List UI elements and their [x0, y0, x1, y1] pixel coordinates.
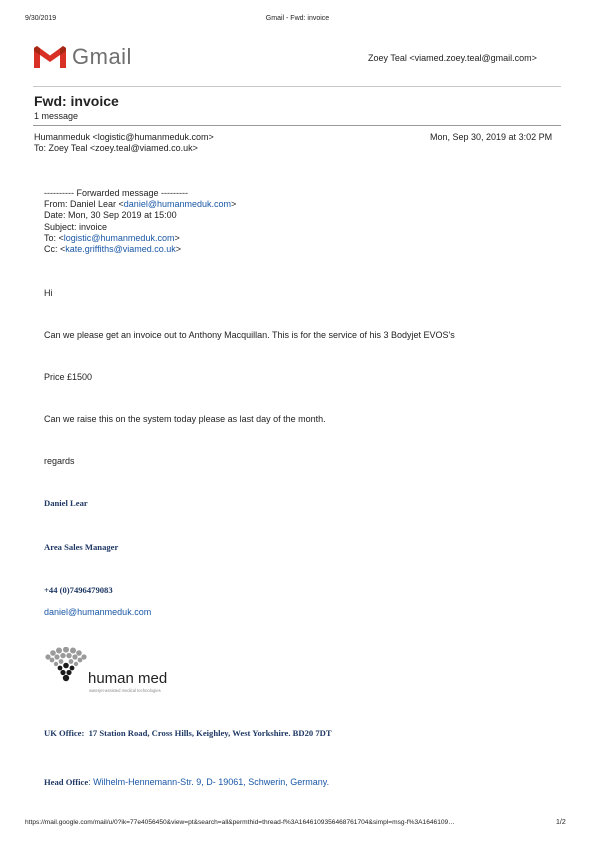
signature-phone: +44 (0)7496479083 — [44, 585, 113, 595]
forwarded-from-end: > — [231, 199, 237, 209]
thread-divider — [33, 125, 561, 126]
print-date: 9/30/2019 — [25, 15, 57, 22]
forwarded-from — [44, 199, 236, 209]
message-count: 1 message — [34, 111, 79, 121]
account-email: Zoey Teal <viamed.zoey.teal@gmail.com> — [368, 53, 537, 63]
human-med-logo-icon — [43, 647, 93, 687]
human-med-logo-text: human med — [88, 670, 168, 687]
uk-office-label: UK Office: — [44, 728, 85, 738]
forwarded-cc — [44, 244, 181, 254]
forwarded-cc-end: > — [175, 244, 182, 254]
human-med-logo-tagline: waterjet-assisted medical technologies — [89, 688, 161, 693]
print-url: https://mail.google.com/mail/u/0?ik=77e4056450&view=pt&search=all&permthid=thread-f%3A1646109356468761704&simpl=msg-f%3A1646109… — [25, 819, 455, 826]
body-request-date: Can we raise this on the system today please as last day of the month. — [44, 414, 326, 424]
message-date: Mon, Sep 30, 2019 at 3:02 PM — [430, 132, 553, 142]
signature-name: Daniel Lear — [44, 498, 88, 508]
uk-office-address: 17 Station Road, Cross Hills, Keighley, West Yorkshire. BD20 7DT — [88, 728, 332, 738]
header-divider — [33, 86, 561, 87]
uk-office — [44, 728, 332, 738]
forwarded-subject: Subject: invoice — [44, 222, 108, 232]
print-title: Gmail - Fwd: invoice — [265, 15, 330, 22]
body-price: Price £1500 — [44, 372, 93, 382]
forwarded-date: Date: Mon, 30 Sep 2019 at 15:00 — [44, 210, 177, 220]
body-greeting: Hi — [44, 288, 53, 298]
forwarded-from-label: From: Daniel Lear < — [44, 199, 124, 209]
head-office — [44, 772, 329, 790]
forwarded-to — [44, 233, 180, 243]
gmail-logo-text: Gmail — [72, 44, 132, 69]
print-page-number: 1/2 — [556, 819, 566, 826]
forwarded-to-email-link[interactable]: logistic@humanmeduk.com — [63, 233, 175, 243]
gmail-logo-icon — [33, 44, 67, 70]
message-from: Humanmeduk <logistic@humanmeduk.com> — [34, 132, 214, 142]
body-regards: regards — [44, 456, 75, 466]
body-request: Can we please get an invoice out to Anthony Macquillan. This is for the service of his 3 Bodyjet EVOS's — [44, 330, 455, 340]
forwarded-from-email-link[interactable]: daniel@humanmeduk.com — [123, 199, 231, 209]
head-office-label: Head Office — [44, 777, 89, 787]
forwarded-cc-email-link[interactable]: kate.griffiths@viamed.co.uk — [65, 244, 176, 254]
thread-subject: Fwd: invoice — [34, 93, 119, 109]
message-to: To: Zoey Teal <zoey.teal@viamed.co.uk> — [34, 143, 198, 153]
signature-role: Area Sales Manager — [44, 542, 119, 552]
forwarded-separator: ---------- Forwarded message --------- — [44, 188, 188, 198]
forwarded-to-label: To: < — [44, 233, 64, 243]
signature-email-link[interactable]: daniel@humanmeduk.com — [44, 607, 152, 617]
forwarded-to-end: > — [174, 233, 180, 243]
head-office-address: : Wilhelm-Hennemann-Str. 9, D- 19061, Schwerin, Germany. — [88, 777, 330, 787]
forwarded-cc-label: Cc: < — [44, 244, 66, 254]
